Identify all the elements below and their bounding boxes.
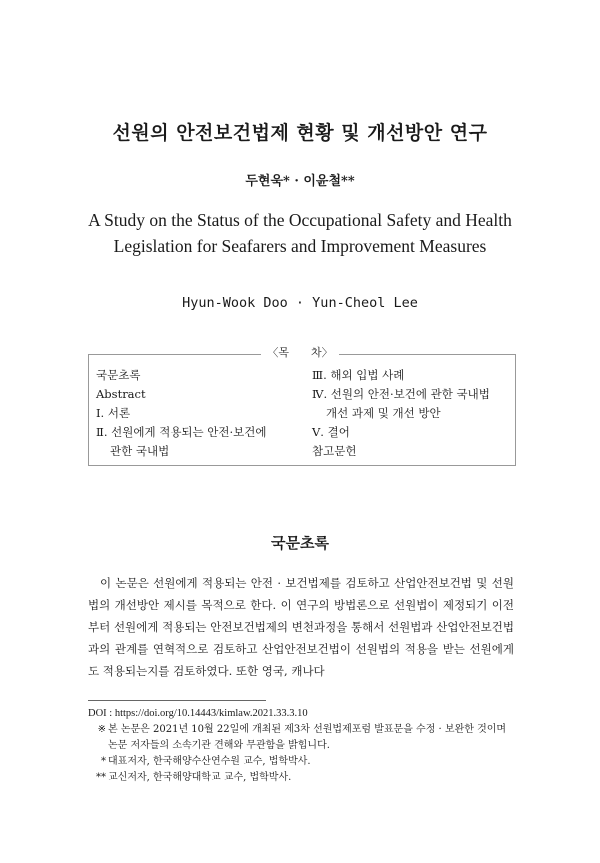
toc-item: Ⅰ. 서론 [96,406,131,420]
abstract-paragraph: 이 논문은 선원에게 적용되는 안전 · 보건법제를 검토하고 산업안전보건법 및 선원법의 개선방안 제시를 목적으로 한다. 이 연구의 방법론으로 선원법이 제정되기 이전부터 선원에게 적용되는 안전보건법제의 변천과정을 통해서 선원법과 산업안전보건법과의 관계를 연혁적으로 검토하고 산업안전보건법이 선원법의 적용을 받는 선원에게도 적용되는지를 검토하였다. 또한 영국, 캐나다 [88,576,514,678]
paper-title-english: A Study on the Status of the Occupational Safety and Health Legislation for Seafarers and Improvement Measures [88,210,512,256]
toc-item: Ⅴ. 결어 [312,425,350,439]
footnote [88,722,518,754]
toc-caption: 〈목 차〉 [0,345,600,361]
footnote-text: 대표저자, 한국해양수산연수원 교수, 법학박사. [108,756,311,767]
paper-title-korean: 선원의 안전보건법제 현황 및 개선방안 연구 [112,122,488,144]
footnotes [88,706,518,786]
footnote [88,754,518,770]
toc-item: Abstract [96,387,146,401]
footnote-text: 본 논문은 2021년 10월 22일에 개최된 제3차 선원법제포럼 발표문을 수정 · 보완한 것이며 논문 저자들의 소속기관 견해와 무관함을 밝힙니다. [108,724,507,751]
toc-item: Ⅱ. 선원에게 적용되는 안전·보건에 [96,425,267,439]
toc-item: 국문초록 [96,368,141,382]
abstract-body [88,572,514,682]
authors-english: Hyun-Wook Doo · Yun-Cheol Lee [182,295,418,311]
footnote-divider [88,700,266,701]
toc-item: 참고문헌 [312,444,357,458]
toc-item: Ⅲ. 해외 입법 사례 [312,368,405,382]
toc-item: 관한 국내법 [110,444,170,458]
toc-item: 개선 과제 및 개선 방안 [326,406,441,420]
toc-left-column [96,366,296,461]
abstract-heading: 국문초록 [271,534,329,552]
footnote [88,770,518,786]
footnote-mark: * [101,756,106,767]
toc-item: Ⅳ. 선원의 안전·보건에 관한 국내법 [312,387,490,401]
footnote-mark: ※ [97,724,106,735]
footnote-mark: ** [96,772,106,783]
footnote-text: 교신저자, 한국해양대학교 교수, 법학박사. [108,772,292,783]
authors-korean: 두현욱* · 이윤철** [245,174,355,189]
doi-link[interactable]: DOI : https://doi.org/10.14443/kimlaw.2021.33.3.10 [88,708,308,719]
toc-right-column [312,366,512,461]
